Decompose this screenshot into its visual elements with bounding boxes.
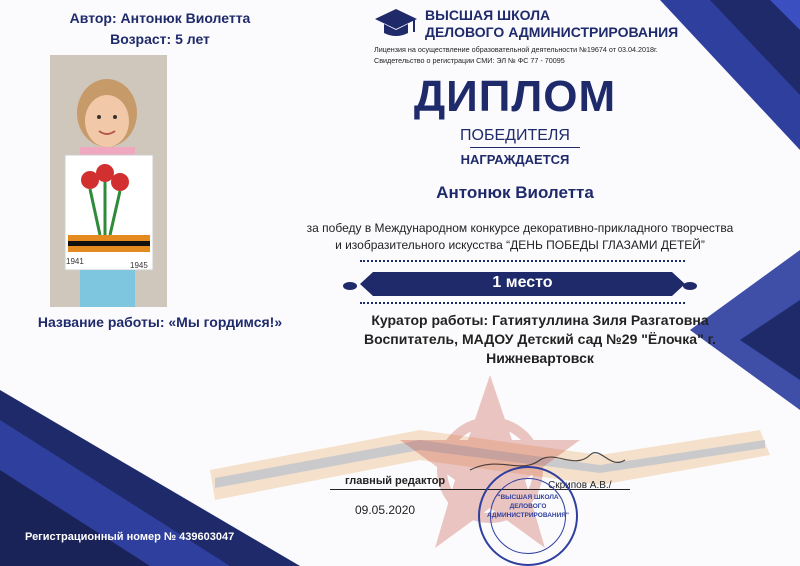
banner-dot-left: [343, 282, 357, 290]
official-stamp: [478, 466, 578, 566]
diploma-subtitle: ПОБЕДИТЕЛЯ: [460, 127, 570, 144]
description-line2: и изобразительного искусства “ДЕНЬ ПОБЕДЫ ГЛАЗАМИ ДЕТЕЙ”: [335, 238, 705, 252]
school-name-line1: ВЫСШАЯ ШКОЛА: [425, 7, 551, 23]
stamp-line3: АДМИНИСТРИРОВАНИЯ": [486, 512, 570, 519]
subtitle-divider: [470, 147, 580, 148]
signature-name: Скрипов А.В./: [548, 480, 612, 491]
school-name-line2: ДЕЛОВОГО АДМИНИСТРИРОВАНИЯ: [425, 24, 679, 40]
curator-line2: Воспитатель, МАДОУ Детский сад №29 "Ёлочка" г.: [364, 331, 716, 347]
registration-number: Регистрационный номер № 439603047: [25, 531, 235, 543]
stamp-line2: ДЕЛОВОГО: [509, 503, 547, 510]
curator-line3: Нижневартовск: [486, 350, 594, 366]
stamp-line1: "ВЫСШАЯ ШКОЛА: [497, 494, 559, 501]
work-title: Название работы: «Мы гордимся!»: [37, 314, 283, 330]
dotted-divider-top: [360, 260, 685, 262]
drawing-year-end: 1945: [130, 261, 148, 270]
diploma-title: ДИПЛОМ: [413, 72, 617, 121]
winner-name: Антонюк Виолетта: [436, 183, 594, 202]
signature-date: 09.05.2020: [355, 503, 416, 517]
dotted-divider-bottom: [360, 302, 685, 304]
signature-role: главный редактор: [345, 475, 446, 487]
child-photo: [50, 55, 167, 307]
author-label: Автор: Антонюк Виолетта: [69, 10, 251, 26]
age-label: Возраст: 5 лет: [110, 31, 210, 47]
banner-dot-right: [683, 282, 697, 290]
awarded-label: НАГРАЖДАЕТСЯ: [460, 152, 570, 167]
drawing-year-start: 1941: [66, 257, 84, 266]
place-label: 1 место: [492, 274, 553, 291]
graduation-cap-icon: [374, 5, 418, 41]
registration-text: Свидетельство о регистрации СМИ: ЭЛ № ФС 77 - 70095: [374, 56, 565, 65]
license-text: Лицензия на осуществление образовательной деятельности №19674 от 03.04.2018г.: [374, 45, 658, 54]
curator-line1: Куратор работы: Гатиятуллина Зиля Разгатовна: [371, 312, 709, 328]
description-line1: за победу в Международном конкурсе декоративно-прикладного творчества: [306, 221, 734, 235]
